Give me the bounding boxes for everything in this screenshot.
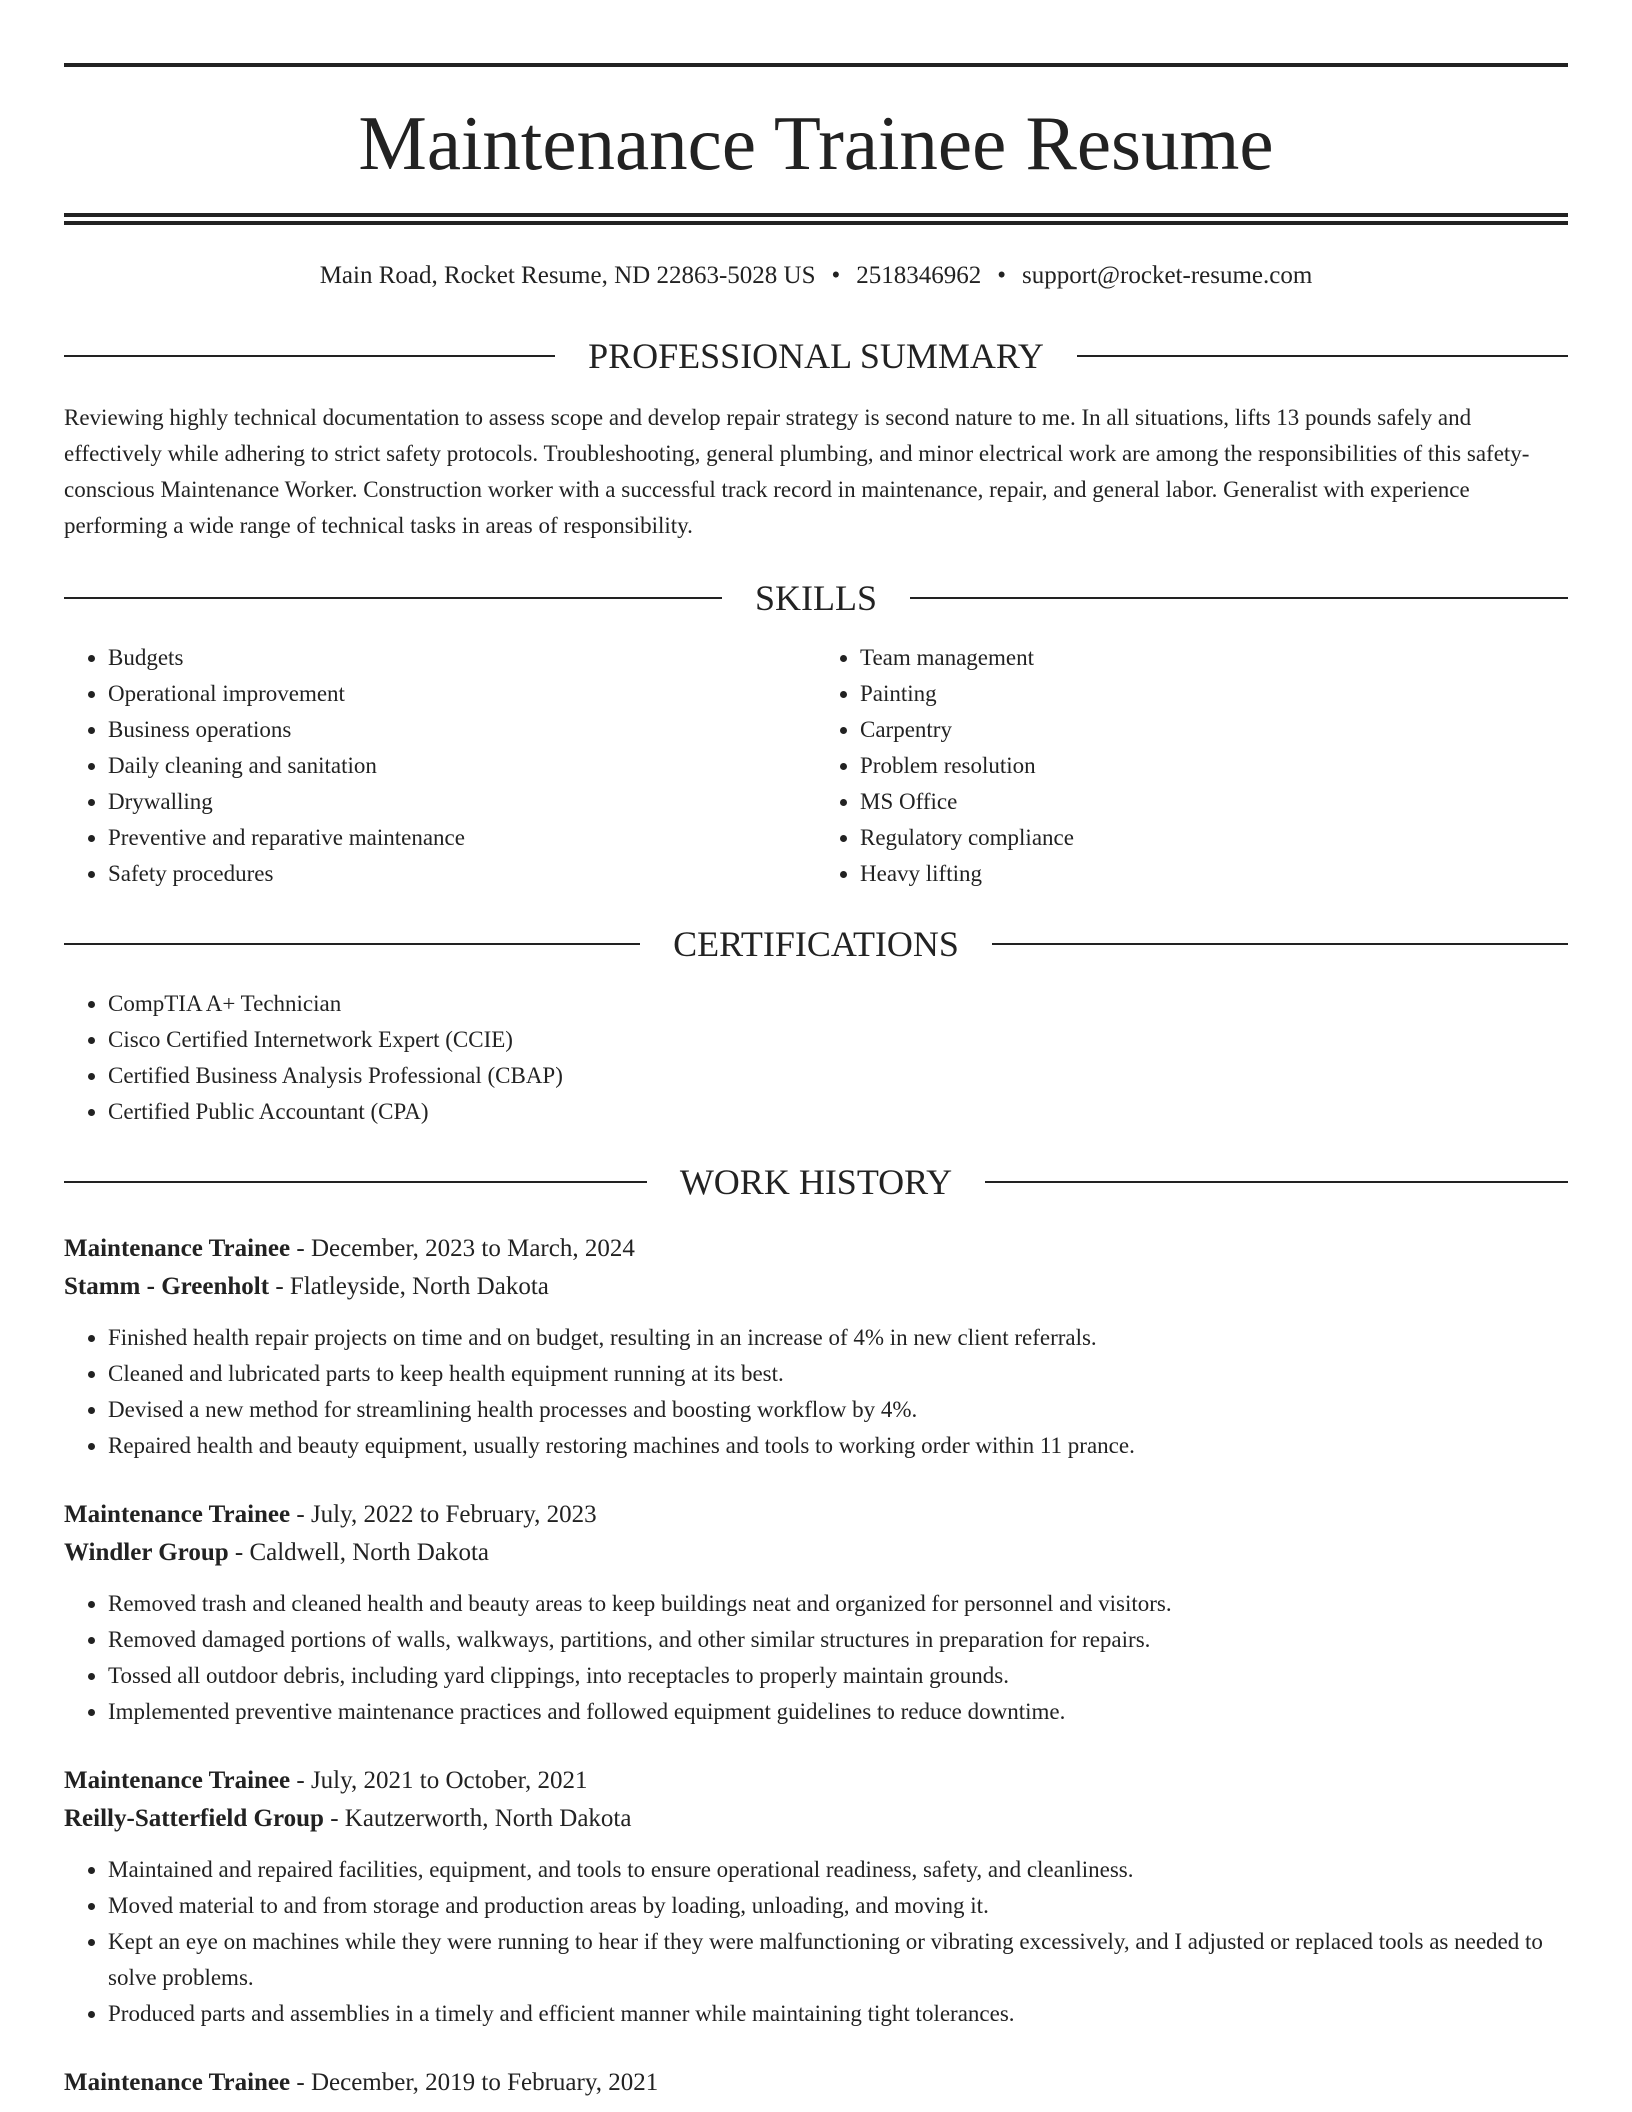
summary-section-heading: [64, 338, 1568, 374]
heading-rule-right: [985, 1181, 1568, 1183]
heading-rule-left: [64, 597, 722, 599]
section-title: WORK HISTORY: [679, 1162, 953, 1202]
job-company-line: [64, 1268, 1568, 1306]
job-dates: - July, 2021 to October, 2021: [290, 1767, 588, 1794]
skill-item: • Drywalling: [108, 784, 816, 820]
skill-item: • Painting: [860, 676, 1568, 712]
skill-item: • Operational improvement: [108, 676, 816, 712]
job-title-line: [64, 1762, 1568, 1800]
skills-list-left: [64, 640, 816, 892]
job-company-line: [64, 1800, 1568, 1838]
job-location: - Kautzerworth, North Dakota: [323, 1805, 632, 1832]
certifications-section-heading: [64, 926, 1568, 962]
job-bullet: • Tossed all outdoor debris, including yard clippings, into receptacles to properly maintain grounds.: [108, 1658, 1568, 1694]
certification-item: • Certified Business Analysis Professional (CBAP): [108, 1058, 1568, 1094]
job-bullet: • Devised a new method for streamlining health processes and boosting workflow by 4%.: [108, 1392, 1568, 1428]
job-title: Maintenance Trainee: [64, 2069, 291, 2096]
certifications-list: [64, 986, 1568, 1130]
job-title-line: [64, 2064, 1568, 2102]
job-title: Maintenance Trainee: [64, 1767, 291, 1794]
job-title: Maintenance Trainee: [64, 1501, 291, 1528]
contact-email: support@rocket-resume.com: [1022, 262, 1313, 289]
job-bullet: • Moved material to and from storage and production areas by loading, unloading, and moving it.: [108, 1888, 1568, 1924]
certification-item: • Certified Public Accountant (CPA): [108, 1094, 1568, 1130]
skills-section-heading: [64, 580, 1568, 616]
skill-item: • Team management: [860, 640, 1568, 676]
skill-item: • Safety procedures: [108, 856, 816, 892]
summary-text: Reviewing highly technical documentation to assess scope and develop repair strategy is second nature to me. In all situations, lifts 13 pounds safely and effectively while adhering to strict safety protocols. Troubleshooting, general plumbing, and minor electrical work are among the responsibilities of this safety-conscious Maintenance Worker. Construction worker with a successful track record in maintenance, repair, and general labor. Generalist with experience performing a wide range of technical tasks in areas of responsibility.: [64, 405, 1530, 538]
skill-item: • MS Office: [860, 784, 1568, 820]
skills-list-right: [816, 640, 1568, 892]
heading-rule-right: [910, 597, 1568, 599]
job-dates: - December, 2023 to March, 2024: [290, 1235, 635, 1262]
skill-item: • Daily cleaning and sanitation: [108, 748, 816, 784]
contact-phone: 2518346962: [856, 262, 982, 289]
job-entry: [64, 1762, 1568, 2032]
section-title: PROFESSIONAL SUMMARY: [588, 336, 1044, 376]
skill-item: • Budgets: [108, 640, 816, 676]
job-location: - Caldwell, North Dakota: [228, 1539, 489, 1566]
job-bullet: • Produced parts and assemblies in a timely and efficient manner while maintaining tight tolerances.: [108, 1996, 1568, 2032]
contact-separator: •: [831, 262, 841, 289]
job-company-line: [64, 1534, 1568, 1572]
job-location: - Flatleyside, North Dakota: [269, 1273, 549, 1300]
skill-item: • Heavy lifting: [860, 856, 1568, 892]
job-bullet: • Removed trash and cleaned health and beauty areas to keep buildings neat and organized for personnel and visitors.: [108, 1586, 1568, 1622]
skills-grid: [64, 640, 1568, 892]
top-rule: [64, 63, 1568, 67]
contact-line: [64, 263, 1568, 288]
job-bullets: [64, 1586, 1568, 1730]
job-company: Stamm - Greenholt: [64, 1273, 270, 1300]
job-dates: - December, 2019 to February, 2021: [290, 2069, 659, 2096]
skill-item: • Business operations: [108, 712, 816, 748]
page-title: Maintenance Trainee Resume: [358, 100, 1274, 186]
heading-rule-left: [64, 943, 640, 945]
work-history-section-heading: [64, 1164, 1568, 1200]
certification-item: • CompTIA A+ Technician: [108, 986, 1568, 1022]
job-dates: - July, 2022 to February, 2023: [290, 1501, 597, 1528]
skill-item: • Preventive and reparative maintenance: [108, 820, 816, 856]
job-entry: [64, 2064, 1568, 2102]
job-title-line: [64, 1230, 1568, 1268]
skill-item: • Problem resolution: [860, 748, 1568, 784]
job-bullet: • Finished health repair projects on time and on budget, resulting in an increase of 4% in new client referrals.: [108, 1320, 1568, 1356]
heading-rule-left: [64, 355, 555, 357]
section-title: CERTIFICATIONS: [673, 924, 959, 964]
job-company: Windler Group: [64, 1539, 229, 1566]
heading-rule-left: [64, 1181, 647, 1183]
job-entry: [64, 1496, 1568, 1730]
contact-separator: •: [997, 262, 1007, 289]
job-bullets: [64, 1852, 1568, 2032]
skill-item: • Carpentry: [860, 712, 1568, 748]
job-bullet: • Removed damaged portions of walls, walkways, partitions, and other similar structures in preparation for repairs.: [108, 1622, 1568, 1658]
job-bullet: • Implemented preventive maintenance practices and followed equipment guidelines to reduce downtime.: [108, 1694, 1568, 1730]
job-company: Reilly-Satterfield Group: [64, 1805, 324, 1832]
job-bullet: • Maintained and repaired facilities, equipment, and tools to ensure operational readiness, safety, and cleanliness.: [108, 1852, 1568, 1888]
job-entry: [64, 1230, 1568, 1464]
job-bullet: • Kept an eye on machines while they were running to hear if they were malfunctioning or vibrating excessively, and I adjusted or replaced tools as needed to solve problems.: [108, 1924, 1568, 1996]
heading-rule-right: [1077, 355, 1568, 357]
job-bullets: [64, 1320, 1568, 1464]
job-bullet: • Repaired health and beauty equipment, usually restoring machines and tools to working order within 11 prance.: [108, 1428, 1568, 1464]
job-title-line: [64, 1496, 1568, 1534]
title-double-rule: [64, 213, 1568, 225]
heading-rule-right: [992, 943, 1568, 945]
job-title: Maintenance Trainee: [64, 1235, 291, 1262]
section-title: SKILLS: [755, 578, 878, 618]
certification-item: • Cisco Certified Internetwork Expert (CCIE): [108, 1022, 1568, 1058]
contact-address: Main Road, Rocket Resume, ND 22863-5028 US: [319, 262, 816, 289]
job-bullet: • Cleaned and lubricated parts to keep health equipment running at its best.: [108, 1356, 1568, 1392]
skill-item: • Regulatory compliance: [860, 820, 1568, 856]
